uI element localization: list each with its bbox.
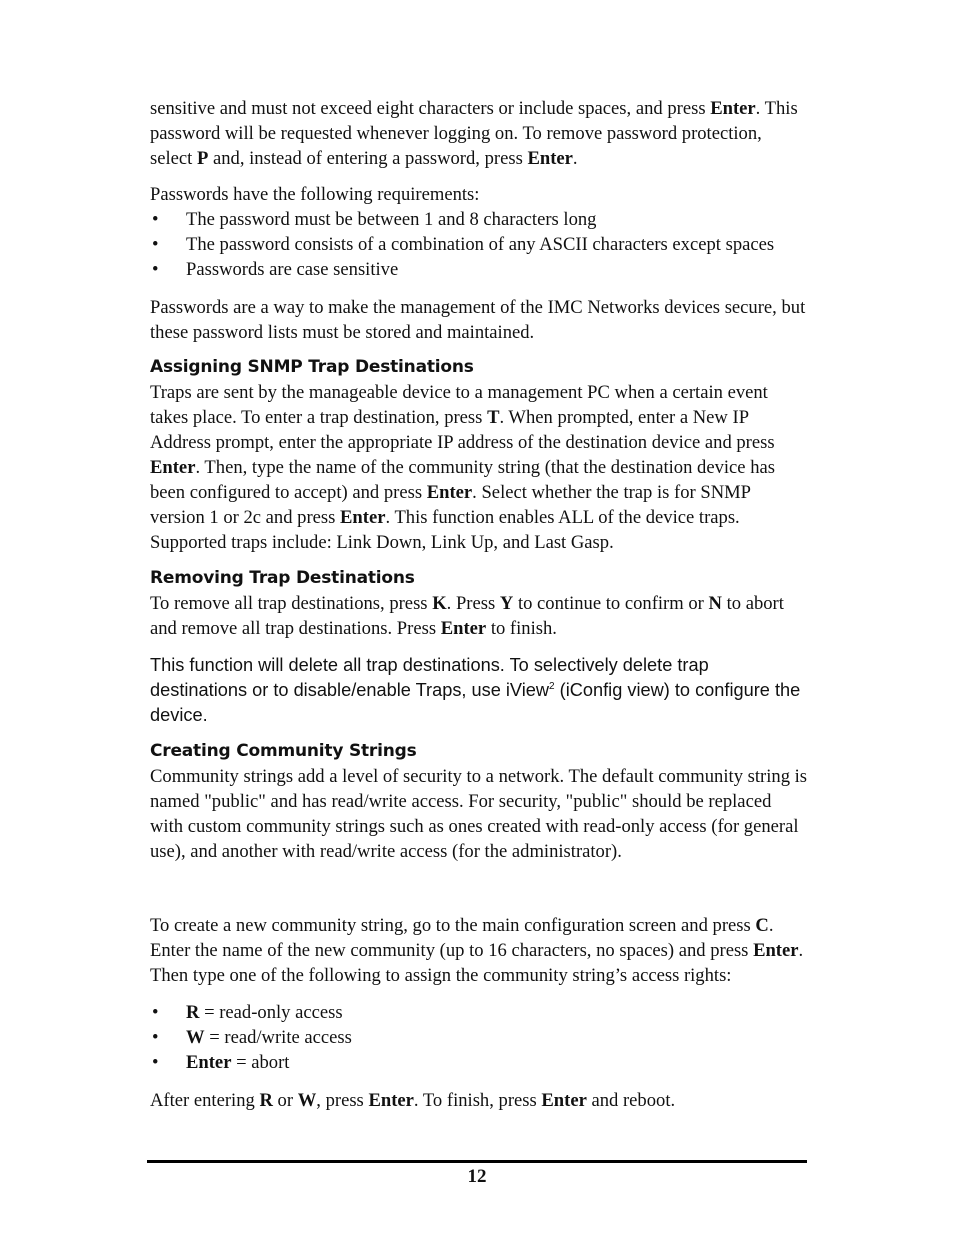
create-community-paragraph — [150, 913, 808, 988]
bullet-icon: • — [152, 209, 159, 230]
list-item — [150, 232, 808, 257]
key-enter: Enter — [710, 98, 756, 119]
key-p: P — [196, 148, 209, 169]
text: . Press — [446, 593, 500, 614]
text: to continue to confirm or — [513, 593, 709, 614]
text: . Enter the name of the new community (up to 16 characters, no spaces) and press — [150, 915, 774, 961]
key-enter: Enter — [541, 1090, 587, 1111]
text: To create a new community string, go to the main configuration screen and press — [150, 915, 756, 936]
requirements-intro: Passwords have the following requirements: — [150, 184, 480, 205]
key-enter: Enter — [150, 457, 196, 478]
list-item-text: = read/write access — [204, 1027, 352, 1048]
text: . — [572, 148, 578, 169]
list-item — [150, 1025, 808, 1050]
heading-creating-community-strings: Creating Community Strings — [150, 741, 417, 761]
key-w: W — [186, 1027, 205, 1048]
key-enter: Enter — [527, 148, 573, 169]
remove-paragraph — [150, 591, 808, 641]
page-number: 12 — [467, 1166, 487, 1187]
text: . Then, type the name of the community string (that the destination device has been configured to accept) and press — [150, 457, 775, 503]
final-instruction — [150, 1088, 808, 1113]
access-rights-list — [150, 1000, 808, 1075]
text: and reboot. — [586, 1090, 676, 1111]
text: . This password will be requested whenever logging on. To remove password protection, select — [150, 98, 798, 169]
key-enter: Enter — [440, 618, 487, 639]
list-item — [150, 1050, 808, 1075]
text: (iConfig view) to configure the device. — [150, 680, 801, 725]
list-item — [150, 207, 808, 232]
list-item — [150, 257, 808, 282]
key-enter: Enter — [340, 507, 386, 528]
text: to finish. — [486, 618, 557, 639]
superscript: 2 — [549, 680, 555, 692]
text: After entering — [150, 1090, 260, 1111]
bullet-icon: • — [152, 259, 159, 280]
text: and, instead of entering a password, press — [208, 148, 528, 169]
list-item-text: Passwords are case sensitive — [186, 259, 399, 280]
key-enter: Enter — [368, 1090, 414, 1111]
text: . This function enables ALL of the device traps. Supported traps include: Link Down, Link Up, and Last Gasp. — [150, 507, 740, 553]
text: , press — [316, 1090, 369, 1111]
text: or — [272, 1090, 298, 1111]
bullet-icon: • — [152, 234, 159, 255]
community-paragraph: Community strings add a level of security to a network. The default community string is named "public" and has read/write access. For security, "public" should be replaced with custom community strings such as ones created with read-only access (for general use), and another with read/write access (for the administrator). — [150, 766, 808, 862]
key-r: R — [186, 1002, 200, 1023]
requirements-list — [150, 207, 808, 282]
remove-note — [150, 653, 808, 728]
text: . Then type one of the following to assign the community string’s access rights: — [150, 940, 804, 986]
text: . To finish, press — [413, 1090, 542, 1111]
list-item — [150, 1000, 808, 1025]
intro-paragraph — [150, 96, 808, 171]
text: This function will delete all trap destinations. To selectively delete trap destinations or to disable/enable Traps, use iView — [150, 655, 709, 700]
heading-removing-trap-destinations: Removing Trap Destinations — [150, 568, 415, 588]
list-item-text: = read-only access — [199, 1002, 343, 1023]
document-page — [150, 96, 808, 1113]
key-c: C — [755, 915, 769, 936]
key-k: K — [432, 593, 447, 614]
passwords-note: Passwords are a way to make the management of the IMC Networks devices secure, but these password lists must be stored and maintained. — [150, 297, 806, 343]
list-item-text: The password consists of a combination of any ASCII characters except spaces — [186, 234, 775, 255]
traps-paragraph — [150, 380, 808, 555]
bullet-icon: • — [152, 1052, 159, 1073]
list-item-text: = abort — [231, 1052, 290, 1073]
text: to abort and remove all trap destinations. Press — [150, 593, 784, 639]
key-n: N — [708, 593, 722, 614]
key-w: W — [297, 1090, 317, 1111]
text: To remove all trap destinations, press — [150, 593, 433, 614]
key-enter: Enter — [753, 940, 799, 961]
footer-rule — [147, 1160, 807, 1163]
key-enter: Enter — [426, 482, 473, 503]
list-item-text: The password must be between 1 and 8 characters long — [186, 209, 597, 230]
bullet-icon: • — [152, 1027, 159, 1048]
text: . When prompted, enter a New IP Address prompt, enter the appropriate IP address of the destination device and press — [150, 407, 775, 453]
key-enter: Enter — [186, 1052, 232, 1073]
bullet-icon: • — [152, 1002, 159, 1023]
text: . Select whether the trap is for SNMP version 1 or 2c and press — [150, 482, 751, 528]
heading-assigning-snmp-traps: Assigning SNMP Trap Destinations — [150, 357, 474, 377]
key-y: Y — [499, 593, 514, 614]
key-r: R — [259, 1090, 273, 1111]
text: Traps are sent by the manageable device to a management PC when a certain event takes place. To enter a trap destination, press — [150, 382, 768, 428]
text: sensitive and must not exceed eight characters or include spaces, and press — [150, 98, 711, 119]
key-t: T — [487, 407, 500, 428]
